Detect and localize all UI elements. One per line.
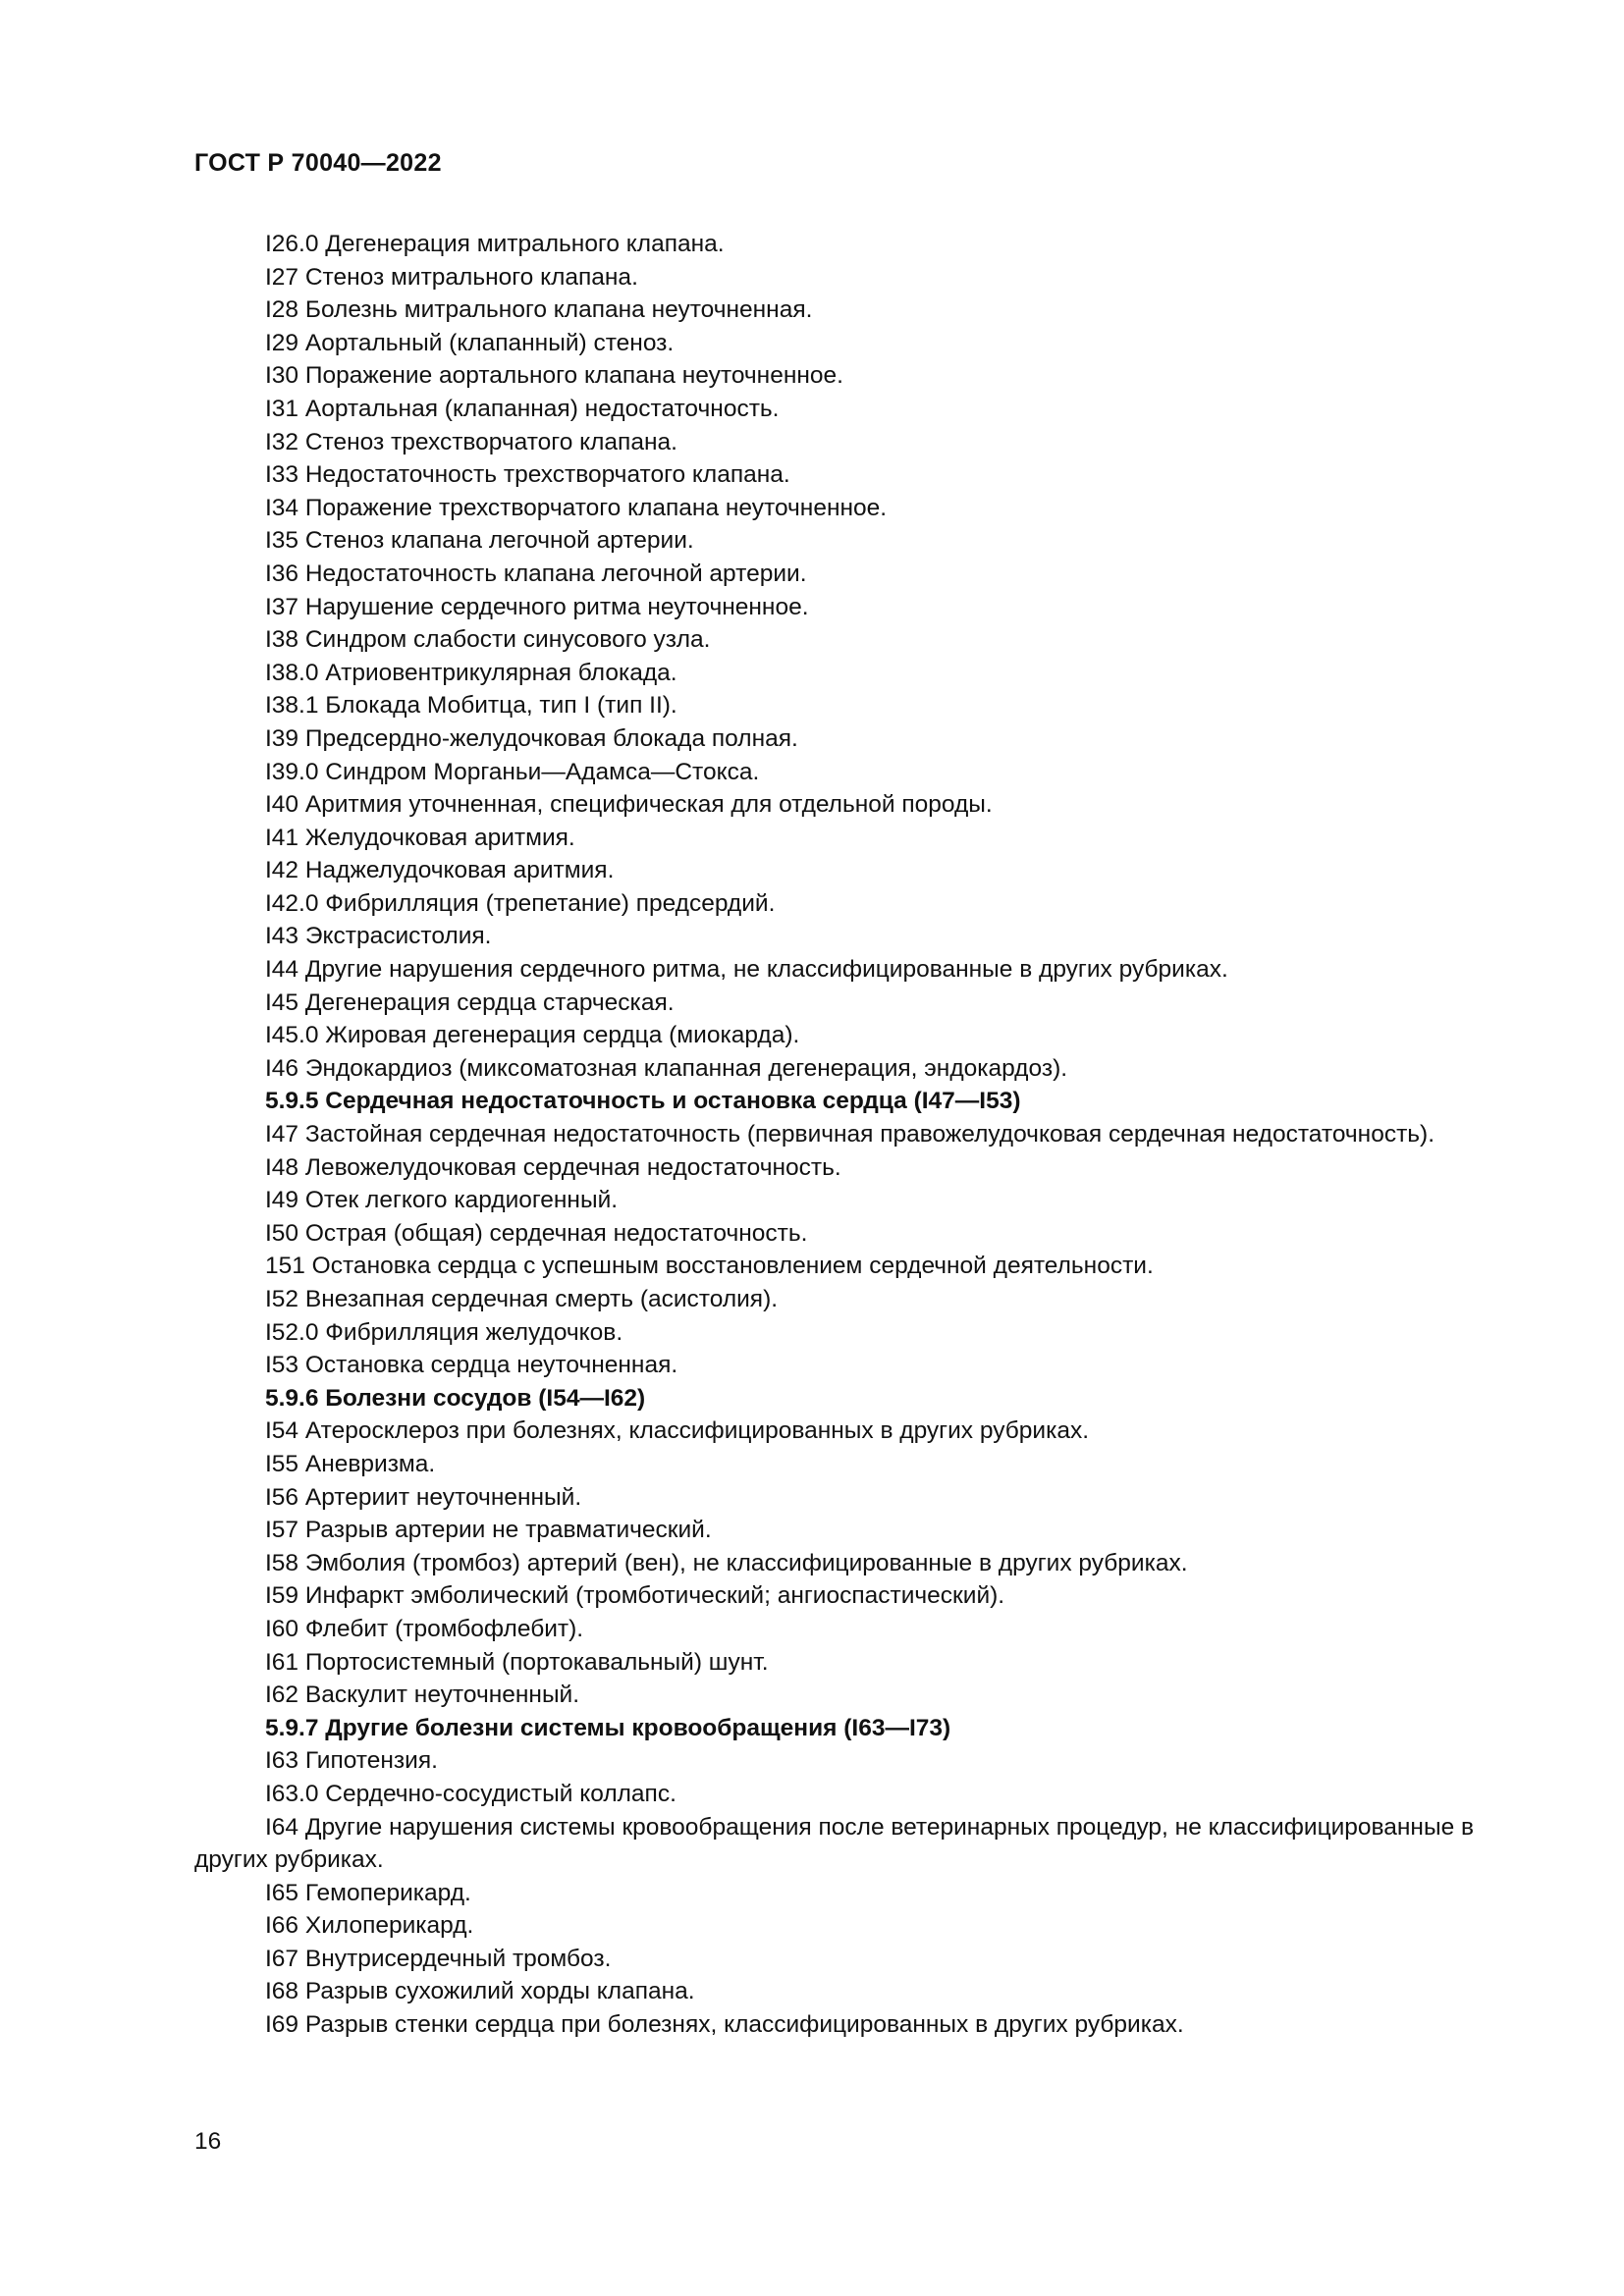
list-item: I30 Поражение аортального клапана неуточненное. <box>265 362 843 390</box>
list-item: I41 Желудочковая аритмия. <box>265 824 575 851</box>
list-item: I54 Атеросклероз при болезнях, классифицированных в других рубриках. <box>265 1417 1090 1445</box>
list-item: I52 Внезапная сердечная смерть (асистолия). <box>265 1286 779 1312</box>
list-item: I60 Флебит (тромбофлебит). <box>265 1615 584 1642</box>
list-item: 151 Остановка сердца с успешным восстановлением сердечной деятельности. <box>265 1253 1154 1280</box>
list-item: I59 Инфаркт эмболический (тромботический; ангиоспастический). <box>265 1582 1005 1610</box>
list-item: I38 Синдром слабости синусового узла. <box>265 626 711 654</box>
document-body <box>194 228 1522 2042</box>
list-item: I31 Аортальная (клапанная) недостаточность. <box>265 395 780 422</box>
list-item: I62 Васкулит неуточненный. <box>265 1682 580 1709</box>
list-item: I58 Эмболия (тромбоз) артерий (вен), не классифицированные в других рубриках. <box>265 1549 1188 1576</box>
list-item: I38.1 Блокада Мобитца, тип I (тип II). <box>265 692 677 720</box>
list-item: I55 Аневризма. <box>265 1450 436 1477</box>
list-item: I68 Разрыв сухожилий хорды клапана. <box>265 1978 695 2005</box>
list-item: I43 Экстрасистолия. <box>265 923 492 950</box>
list-item: I57 Разрыв артерии не травматический. <box>265 1517 712 1544</box>
section-heading: 5.9.7 Другие болезни системы кровообращения (I63—I73) <box>265 1714 951 1741</box>
list-item: I52.0 Фибрилляция желудочков. <box>265 1318 623 1346</box>
list-item: I26.0 Дегенерация митрального клапана. <box>265 231 725 257</box>
list-item: I44 Другие нарушения сердечного ритма, не классифицированные в других рубриках. <box>265 956 1228 984</box>
list-item: I38.0 Атриовентрикулярная блокада. <box>265 659 677 686</box>
list-item: I35 Стеноз клапана легочной артерии. <box>265 527 694 555</box>
list-item: I39 Предсердно-желудочковая блокада полная. <box>265 724 798 752</box>
list-item: I42.0 Фибрилляция (трепетание) предсердий. <box>265 889 776 917</box>
list-item: I36 Недостаточность клапана легочной артерии. <box>265 560 807 587</box>
list-item: I56 Артериит неуточненный. <box>265 1483 582 1511</box>
list-item: I45 Дегенерация сердца старческая. <box>265 988 675 1016</box>
document-header: ГОСТ Р 70040—2022 <box>194 149 442 177</box>
list-item: I45.0 Жировая дегенерация сердца (миокарда). <box>265 1022 800 1049</box>
list-item: I40 Аритмия уточненная, специфическая для отдельной породы. <box>265 791 993 819</box>
list-item: I47 Застойная сердечная недостаточность (первичная правожелудочковая сердечная недостаточность). <box>265 1121 1435 1148</box>
list-item: I42 Наджелудочковая аритмия. <box>265 857 615 884</box>
list-item: I32 Стеноз трехстворчатого клапана. <box>265 428 677 455</box>
list-item: I61 Портосистемный (портокавальный) шунт. <box>265 1648 769 1676</box>
list-item: I29 Аортальный (клапанный) стеноз. <box>265 329 675 356</box>
list-item: I39.0 Синдром Морганьи—Адамса—Стокса. <box>265 758 760 785</box>
list-item: I66 Хилоперикард. <box>265 1912 474 1940</box>
list-item: I33 Недостаточность трехстворчатого клапана. <box>265 461 790 489</box>
list-item: I64 Другие нарушения системы кровообращения после ветеринарных процедур, не классифицированные в других рубриках. <box>194 1813 1475 1874</box>
list-item: I49 Отек легкого кардиогенный. <box>265 1187 619 1214</box>
list-item: I65 Гемоперикард. <box>265 1879 471 1906</box>
list-item: I63 Гипотензия. <box>265 1747 438 1775</box>
section-heading: 5.9.5 Сердечная недостаточность и остановка сердца (I47—I53) <box>265 1088 1021 1115</box>
section-heading: 5.9.6 Болезни сосудов (I54—I62) <box>265 1384 646 1412</box>
list-item: I28 Болезнь митрального клапана неуточненная. <box>265 296 813 324</box>
list-item: I69 Разрыв стенки сердца при болезнях, классифицированных в других рубриках. <box>265 2011 1184 2039</box>
list-item: I27 Стеноз митрального клапана. <box>265 263 638 291</box>
list-item: I34 Поражение трехстворчатого клапана неуточненное. <box>265 494 888 521</box>
list-item: I37 Нарушение сердечного ритма неуточненное. <box>265 593 809 620</box>
list-item: I53 Остановка сердца неуточненная. <box>265 1352 678 1379</box>
list-item: I67 Внутрисердечный тромбоз. <box>265 1945 612 1972</box>
list-item: I50 Острая (общая) сердечная недостаточность. <box>265 1219 808 1247</box>
list-item: I63.0 Сердечно-сосудистый коллапс. <box>265 1780 677 1807</box>
list-item: I48 Левожелудочковая сердечная недостаточность. <box>265 1153 841 1181</box>
list-item: I46 Эндокардиоз (миксоматозная клапанная дегенерация, эндокардоз). <box>265 1054 1068 1082</box>
page-number: 16 <box>194 2128 222 2155</box>
